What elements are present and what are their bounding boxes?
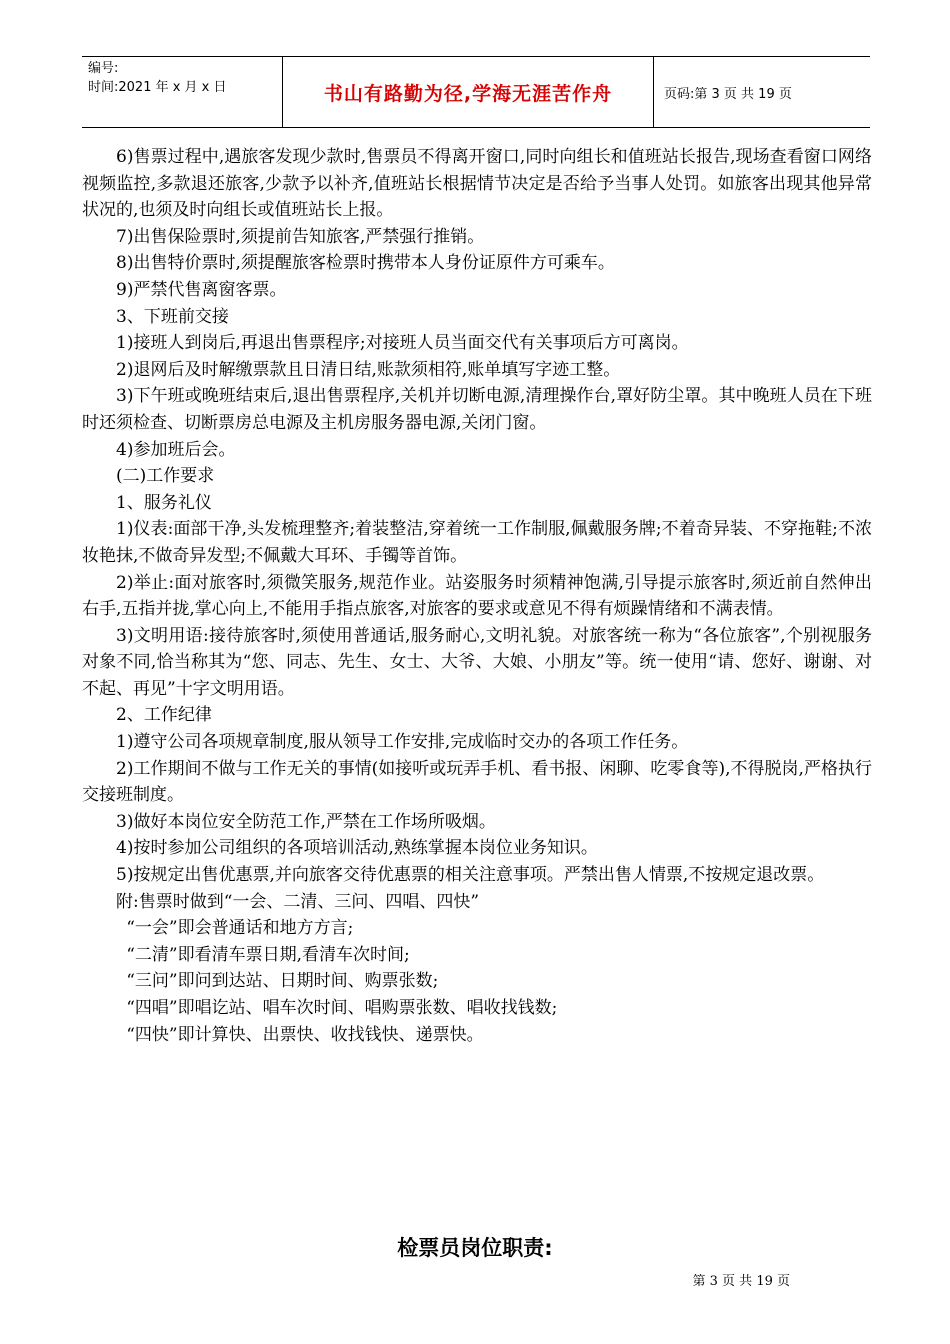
paragraph: 2)工作期间不做与工作无关的事情(如接听或玩弄手机、看书报、闲聊、吃零食等),不得脱岗,严格执行交接班制度。 [82, 758, 872, 806]
paragraph: 8)出售特价票时,须提醒旅客检票时携带本人身份证原件方可乘车。 [116, 253, 615, 274]
paragraph: (二)工作要求 [116, 466, 215, 487]
paragraph: “三问”即问到达站、日期时间、购票张数; [126, 971, 439, 992]
paragraph: 1)接班人到岗后,再退出售票程序;对接班人员当面交代有关事项后方可离岗。 [116, 333, 689, 354]
paragraph: 9)严禁代售离窗客票。 [116, 279, 287, 300]
paragraph: “一会”即会普通话和地方方言; [126, 918, 354, 939]
paragraph: 2)举止:面对旅客时,须微笑服务,规范作业。站姿服务时须精神饱满,引导提示旅客时,须近前自然伸出右手,五指并拢,掌心向上,不能用手指点旅客,对旅客的要求或意见不得有烦躁情绪和不满表情。 [82, 572, 872, 620]
header-page-info: 页码:第 3 页 共 19 页 [664, 86, 792, 102]
paragraph: 4)参加班后会。 [116, 439, 236, 460]
paragraph: 5)按规定出售优惠票,并向旅客交待优惠票的相关注意事项。严禁出售人情票,不按规定退改票。 [116, 865, 825, 886]
paragraph: 3)文明用语:接待旅客时,须使用普通话,服务耐心,文明礼貌。对旅客统一称为“各位旅客”,个别视服务对象不同,恰当称其为“您、同志、先生、女士、大爷、大娘、小朋友”等。统一使用“请、您好、谢谢、对不起、再见”十字文明用语。 [82, 625, 872, 699]
paragraph: 1)遵守公司各项规章制度,服从领导工作安排,完成临时交办的各项工作任务。 [116, 732, 689, 753]
paragraph: 4)按时参加公司组织的各项培训活动,熟练掌握本岗位业务知识。 [116, 838, 598, 859]
paragraph: 2、工作纪律 [116, 705, 212, 726]
paragraph: 附:售票时做到“一会、二清、三问、四唱、四快” [116, 891, 480, 912]
paragraph: “二清”即看清车票日期,看清车次时间; [126, 944, 410, 965]
paragraph: 2)退网后及时解缴票款且日清日结,账款须相符,账单填写字迹工整。 [116, 359, 621, 380]
paragraph: 7)出售保险票时,须提前告知旅客,严禁强行推销。 [116, 226, 485, 247]
header-meta [82, 57, 282, 127]
header-motto: 书山有路勤为径,学海无涯苦作舟 [282, 57, 654, 127]
page-footer: 第 3 页 共 19 页 [692, 1274, 790, 1289]
paragraph: “四唱”即唱讫站、唱车次时间、唱购票张数、唱收找钱数; [126, 998, 558, 1018]
time-label: 时间:2021 年 x 月 x 日 [88, 80, 227, 95]
section-title: 检票员岗位职责: [397, 1236, 553, 1260]
paragraph: 3)下午班或晚班结束后,退出售票程序,关机并切断电源,清理操作台,罩好防尘罩。其中晚班人员在下班时还须检查、切断票房总电源及主机房服务器电源,关闭门窗。 [82, 386, 872, 433]
number-label: 编号: [88, 61, 119, 76]
paragraph: 3)做好本岗位安全防范工作,严禁在工作场所吸烟。 [116, 811, 496, 832]
header-table [82, 56, 870, 128]
paragraph: 1、服务礼仪 [116, 492, 212, 513]
paragraph: 1)仪表:面部干净,头发梳理整齐;着装整洁,穿着统一工作制服,佩戴服务牌;不着奇异装、不穿拖鞋;不浓妆艳抹,不做奇异发型;不佩戴大耳环、手镯等首饰。 [82, 519, 872, 566]
document-body [82, 144, 872, 1048]
paragraph: 6)售票过程中,遇旅客发现少款时,售票员不得离开窗口,同时向组长和值班站长报告,现场查看窗口网络视频监控,多款退还旅客,少款予以补齐,值班站长根据情节决定是否给予当事人处罚。如旅客出现其他异常状况的,也须及时向组长或值班站长上报。 [82, 147, 872, 221]
paragraph: “四快”即计算快、出票快、收找钱快、递票快。 [126, 1024, 484, 1045]
paragraph: 3、下班前交接 [116, 306, 229, 327]
